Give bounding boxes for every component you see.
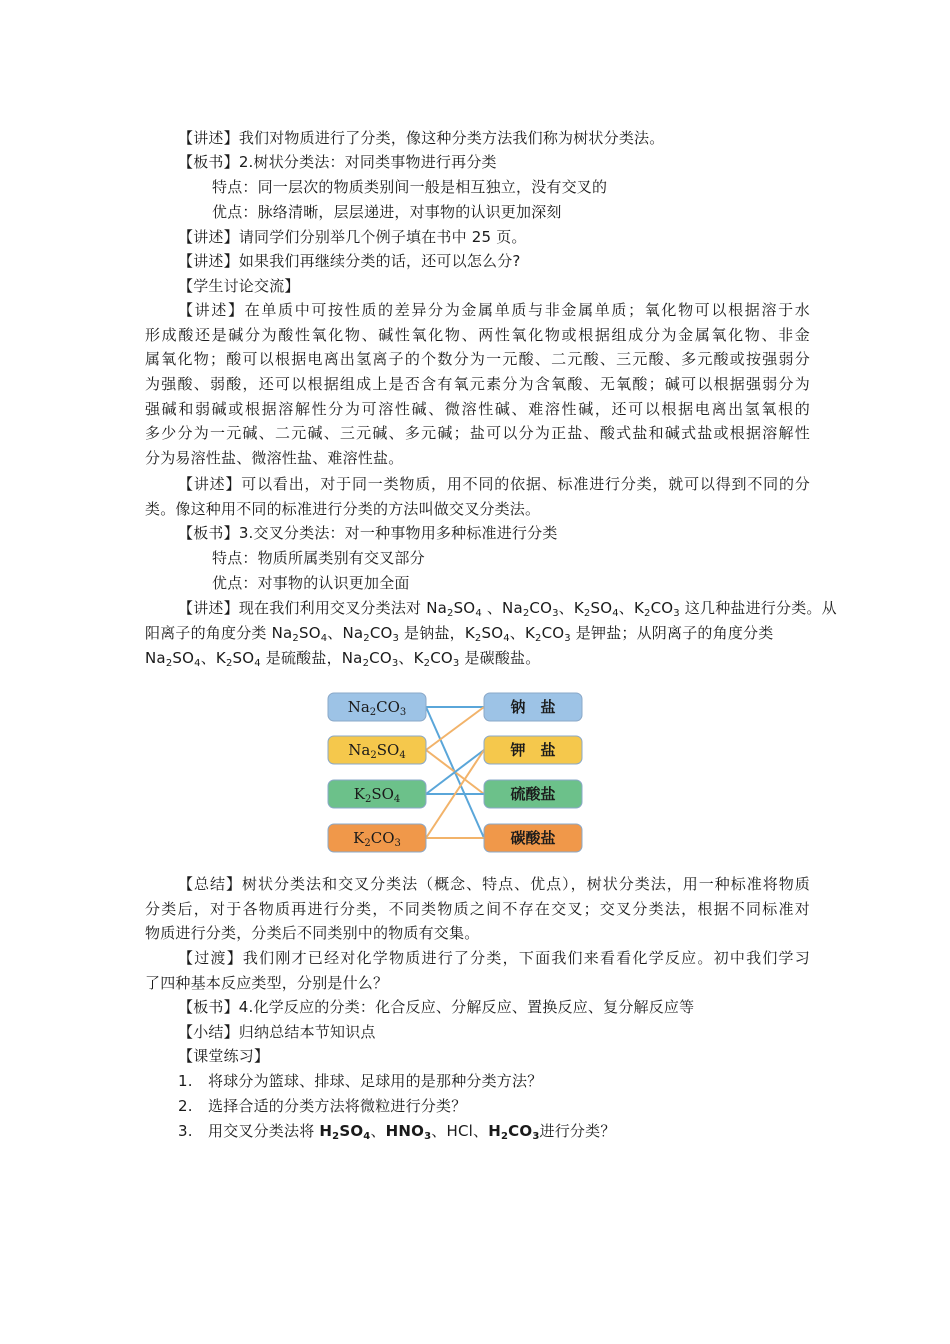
lecture-line: 【讲述】如果我们再继续分类的话，还可以怎么分? [178, 252, 521, 270]
board-line: 【板书】2.树状分类法：对同类事物进行再分类 [178, 153, 497, 171]
paragraph-line: 物质进行分类，分类后不同类别中的物质有交集。 [145, 924, 480, 942]
exercise-item: 3. 用交叉分类法将 $H_2SO_4$、$HNO_3$、HCl、$H_2CO_3$进行分类？ [178, 1122, 616, 1142]
paragraph-line: 【讲述】现在我们利用交叉分类法对 $Na_2SO_4$ 、$Na_2CO_3$、$K_2SO_4$、$K_2CO_3$ 这几种盐进行分类。从 [178, 599, 837, 619]
paragraph-line: $Na_2SO_4$、$K_2SO_4$ 是硫酸盐，$Na_2CO_3$、$K_2CO_3$ 是碳酸盐。 [145, 649, 541, 669]
paragraph-line: 【讲述】可以看出，对于同一类物质，用不同的依据、标准进行分类，就可以得到不同的分 [178, 475, 810, 493]
feature-line: 特点：物质所属类别有交叉部分 [212, 549, 425, 567]
exercise-item: 1. 将球分为篮球、排球、足球用的是那种分类方法？ [178, 1072, 543, 1090]
summary-line: 【小结】归纳总结本节知识点 [178, 1023, 376, 1041]
board-line: 【板书】4.化学反应的分类：化合反应、分解反应、置换反应、复分解反应等 [178, 998, 695, 1016]
compound-label: K2CO3 [353, 829, 401, 849]
paragraph-line: 【讲述】在单质中可按性质的差异分为金属单质与非金属单质；氧化物可以根据溶于水 [178, 301, 810, 319]
lecture-line: 【讲述】我们对物质进行了分类，像这种分类方法我们称为树状分类法。 [178, 129, 665, 147]
exercise-item: 2. 选择合适的分类方法将微粒进行分类？ [178, 1097, 467, 1115]
cross-classification-diagram [320, 684, 592, 860]
compound-label: Na2CO3 [347, 698, 407, 718]
category-label: 碳酸盐 [510, 829, 556, 847]
exercise-heading: 【课堂练习】 [178, 1047, 270, 1065]
category-label: 硫酸盐 [510, 785, 556, 803]
merit-line: 优点：对事物的认识更加全面 [212, 574, 410, 592]
paragraph-line: 分类后，对于各物质再进行分类，不同类物质之间不存在交叉；交叉分类法，根据不同标准对 [145, 900, 810, 918]
compound-label: K2SO4 [353, 785, 401, 805]
category-label: 钾 盐 [510, 741, 556, 759]
paragraph-line: 阳离子的角度分类 $Na_2SO_4$、$Na_2CO_3$ 是钠盐，$K_2SO_4$、$K_2CO_3$ 是钾盐；从阴离子的角度分类 [145, 624, 774, 644]
feature-line: 特点：同一层次的物质类别间一般是相互独立，没有交叉的 [212, 178, 608, 196]
compound-label: Na2SO4 [348, 741, 406, 761]
paragraph-line: 类。像这种用不同的标准进行分类的方法叫做交叉分类法。 [145, 500, 541, 518]
discussion-line: 【学生讨论交流】 [178, 277, 300, 295]
paragraph-line: 多少分为一元碱、二元碱、三元碱、多元碱；盐可以分为正盐、酸式盐和碱式盐或根据溶解性 [145, 424, 810, 442]
paragraph-line: 强碱和弱碱或根据溶解性分为可溶性碱、微溶性碱、难溶性碱，还可以根据电离出氢氧根的 [145, 400, 810, 418]
category-label: 钠 盐 [510, 698, 556, 716]
paragraph-line: 【过渡】我们刚才已经对化学物质进行了分类，下面我们来看看化学反应。初中我们学习 [178, 949, 810, 967]
paragraph-line: 为强酸、弱酸，还可以根据组成上是否含有氧元素分为含氧酸、无氧酸；碱可以根据强弱分为 [145, 375, 810, 393]
board-line: 【板书】3.交叉分类法：对一种事物用多种标准进行分类 [178, 524, 558, 542]
paragraph-line: 属氧化物；酸可以根据电离出氢离子的个数分为一元酸、二元酸、三元酸、多元酸或按强弱分 [145, 350, 810, 368]
paragraph-line: 分为易溶性盐、微溶性盐、难溶性盐。 [145, 449, 404, 467]
paragraph-line: 了四种基本反应类型，分别是什么？ [145, 974, 389, 992]
paragraph-line: 形成酸还是碱分为酸性氧化物、碱性氧化物、两性氧化物或根据组成分为金属氧化物、非金 [145, 326, 810, 344]
lecture-line: 【讲述】请同学们分别举几个例子填在书中 25 页。 [178, 228, 527, 246]
paragraph-line: 【总结】树状分类法和交叉分类法（概念、特点、优点），树状分类法，用一种标准将物质 [178, 875, 810, 893]
merit-line: 优点：脉络清晰，层层递进，对事物的认识更加深刻 [212, 203, 562, 221]
connector-lines [426, 707, 484, 838]
